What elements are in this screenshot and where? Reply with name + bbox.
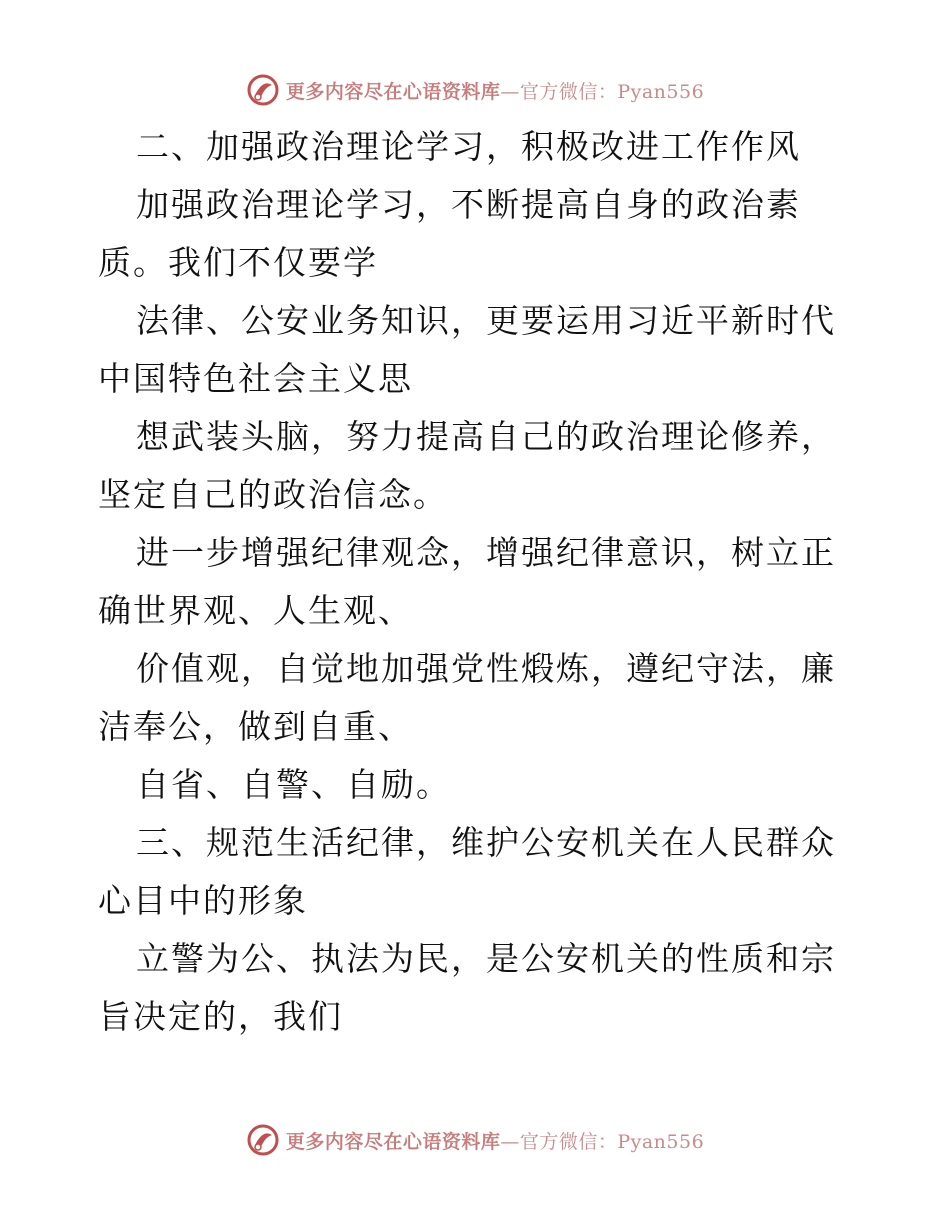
logo-icon: [246, 73, 280, 107]
paragraph-line: 三、规范生活纪律，维护公安机关在人民群众心: [98, 823, 836, 920]
paragraph-line: 二、加强政治理论学习，积极改进工作作风: [136, 127, 801, 166]
paragraph-line: 加强政治理论学习，不断提高自身的政治素质。: [98, 185, 801, 282]
paragraph-line: 目中的形象: [133, 881, 308, 920]
banner-lead: 更多内容尽在心语资料库: [285, 80, 501, 103]
paragraph-line: 立警为公、执法为民，是公安机关的性质和宗旨: [98, 939, 836, 1036]
paragraph-line: 我们不仅要学: [168, 243, 378, 282]
paragraph-line: 想武装头脑，努力提高自己的政治理论修养，坚: [98, 417, 836, 514]
document-body: [98, 118, 858, 1046]
paragraph: [98, 292, 858, 408]
banner-text: [286, 77, 704, 104]
logo-icon: [246, 1123, 280, 1157]
paragraph: [98, 176, 858, 292]
paragraph-line: 决定的，我们: [133, 997, 343, 1036]
paragraph-line: 自省、自警、自励。: [136, 765, 451, 804]
banner-text: [286, 1127, 704, 1154]
paragraph-line: 定自己的政治信念。: [133, 475, 448, 514]
paragraph: [98, 756, 858, 814]
paragraph-line: 价值观，自觉地加强党性煅炼，遵纪守法，廉洁: [98, 649, 836, 746]
header-banner: [0, 70, 950, 110]
paragraph-line: 世界观、人生观、: [133, 591, 413, 630]
paragraph-line: 国特色社会主义思: [133, 359, 413, 398]
paragraph: [98, 930, 858, 1046]
paragraph: [98, 524, 858, 640]
footer-banner: [0, 1120, 950, 1160]
paragraph: [98, 118, 858, 176]
paragraph-line: 进一步增强纪律观念，增强纪律意识，树立正确: [98, 533, 836, 630]
paragraph: [98, 814, 858, 930]
banner-lead: 更多内容尽在心语资料库: [285, 1130, 501, 1153]
paragraph-line: 法律、公安业务知识，更要运用习近平新时代中: [98, 301, 836, 398]
banner-tail: —官方微信：Pyan556: [500, 1130, 705, 1153]
paragraph: [98, 640, 858, 756]
banner-tail: —官方微信：Pyan556: [500, 80, 705, 103]
paragraph: [98, 408, 858, 524]
paragraph-line: 奉公，做到自重、: [133, 707, 413, 746]
